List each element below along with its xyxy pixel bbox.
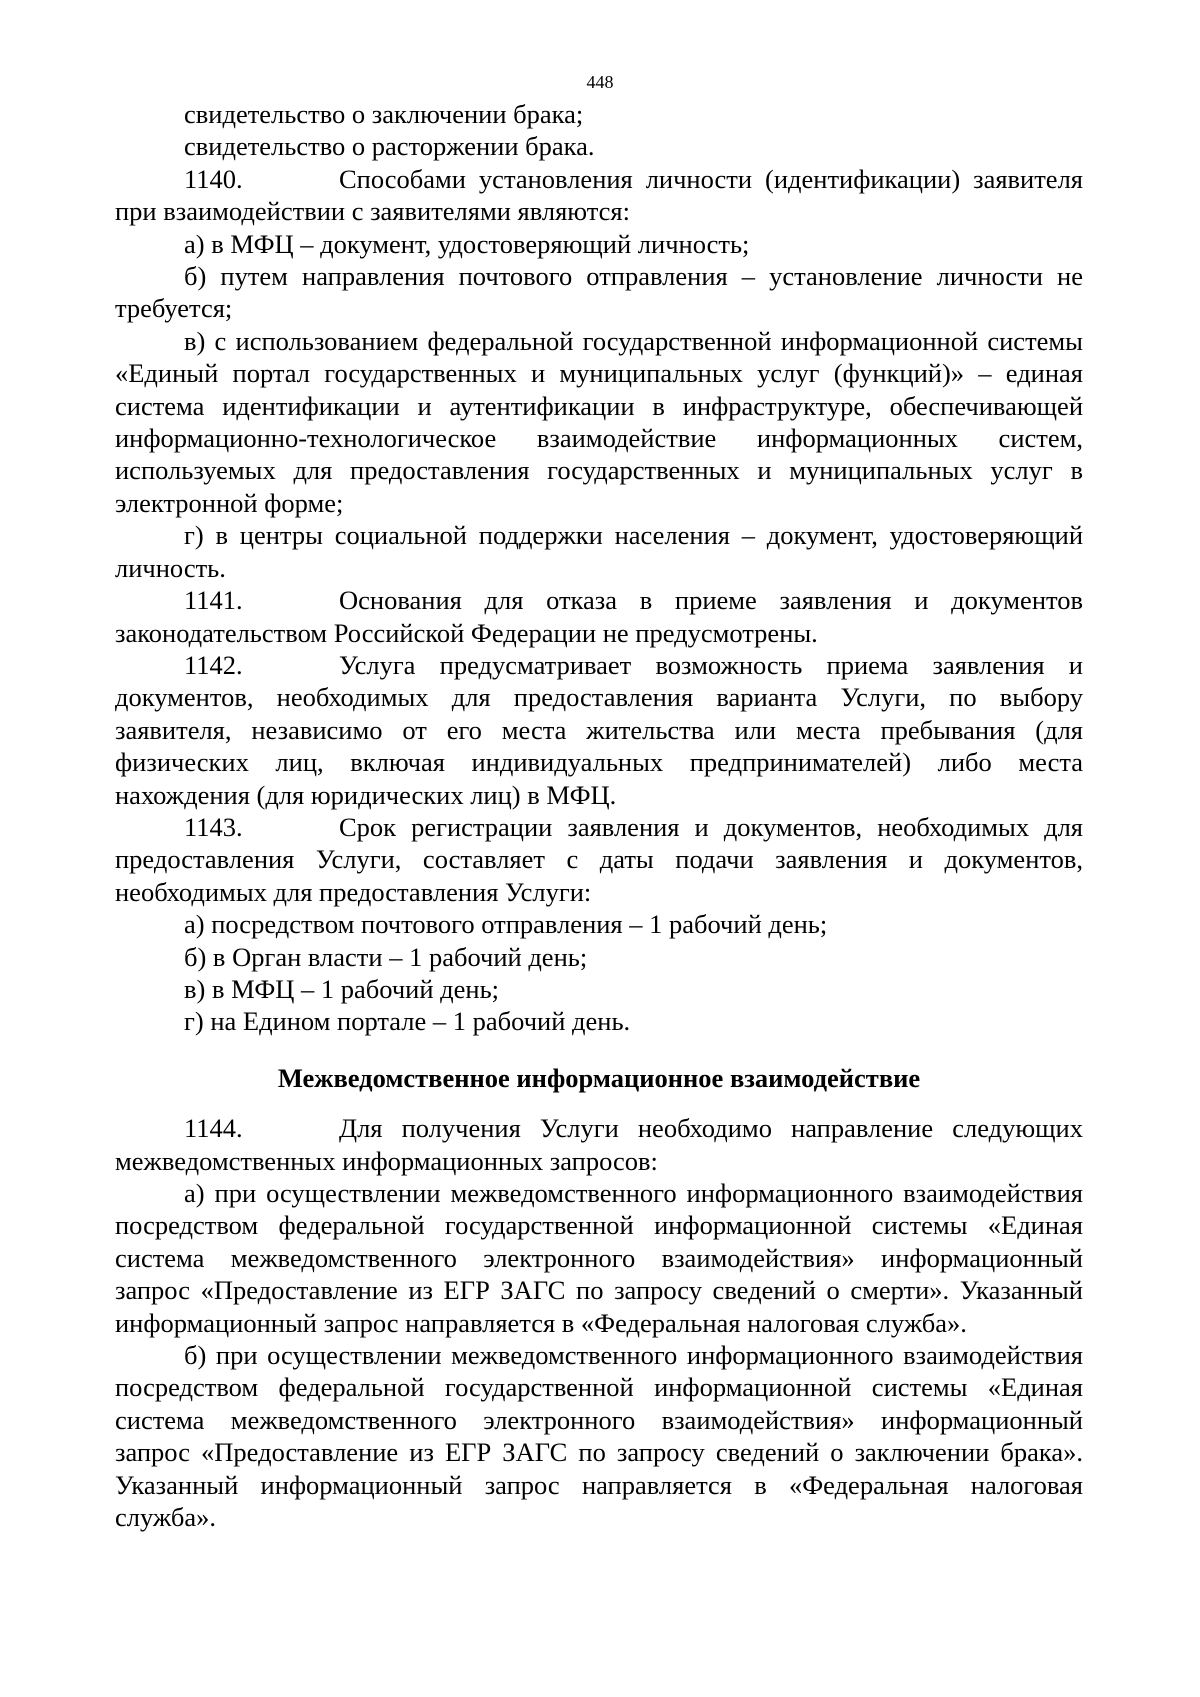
paragraph-text: Услуга предусматривает возможность приема заявления и документов, необходимых для предоставления варианта Услуги, по выбору заявителя, независимо от его места жительства или места пребывания (для физических лиц, включая индивидуальных предпринимателей) либо места нахождения (для юридических лиц) в МФЦ. [115,649,1083,810]
numbered-paragraph [115,811,1083,908]
numbered-paragraph [115,1112,1083,1177]
paragraph-text: свидетельство о заключении брака; [184,99,584,129]
paragraph [115,228,1083,260]
paragraph-number: 1142. [184,649,243,680]
paragraph-text: Срок регистрации заявления и документов, необходимых для предоставления Услуги, составляет с даты подачи заявления и документов, необходимых для предоставления Услуги: [115,811,1083,907]
paragraph [115,519,1083,584]
paragraph [115,973,1083,1005]
page-number: 448 [586,72,614,92]
paragraph-text: б) путем направления почтового отправления – установление личности не требуется; [115,261,1083,324]
paragraph-text: а) посредством почтового отправления – 1 рабочий день; [184,909,828,940]
paragraph-text: г) на Едином портале – 1 рабочий день. [184,1006,631,1037]
paragraphs-bottom [115,1112,1083,1533]
paragraph [115,98,1083,130]
document-body [115,98,1083,1533]
paragraph-text: б) в Орган власти – 1 рабочий день; [184,941,588,972]
paragraph [115,908,1083,940]
paragraph [115,1339,1083,1533]
paragraph-text: Основания для отказа в приеме заявления и документов законодательством Российской Федерации не предусмотрены. [115,585,1083,648]
paragraph [115,260,1083,325]
numbered-paragraph [115,584,1083,649]
paragraph-text: а) в МФЦ – документ, удостоверяющий личность; [184,228,750,259]
paragraph-text: б) при осуществлении межведомственного информационного взаимодействия посредством федеральной государственной информационной системы «Единая система межведомственного электронного взаимодействия» информационный запрос «Предоставление из ЕГР ЗАГС по запросу сведений о заключении брака». Указанный информационный запрос направляется в «Федеральная налоговая служба». [115,1340,1083,1533]
paragraph-text: в) с использованием федеральной государственной информационной системы «Единый портал государственных и муниципальных услуг (функций)» – единая система идентификации и аутентификации в инфраструктуре, обеспечивающей информационно-технологическое взаимодействие информационных систем, используемых для предоставления государственных и муниципальных услуг в электронной форме; [115,325,1083,518]
numbered-paragraph [115,163,1083,228]
paragraph [115,1177,1083,1339]
paragraph-text: Способами установления личности (идентификации) заявителя при взаимодействии с заявителями являются: [115,163,1083,227]
paragraph [115,130,1083,162]
paragraph-number: 1141. [184,585,243,616]
paragraph [115,325,1083,519]
paragraph-number: 1143. [184,811,243,842]
paragraph-text: г) в центры социальной поддержки населения – документ, удостоверяющий личность. [115,520,1083,583]
numbered-paragraph [115,649,1083,811]
paragraph [115,1005,1083,1037]
paragraph-text: свидетельство о расторжении брака. [184,131,595,162]
paragraphs-top [115,98,1083,1038]
paragraph-text: а) при осуществлении межведомственного информационного взаимодействия посредством федеральной государственной информационной системы «Единая система межведомственного электронного взаимодействия» информационный запрос «Предоставление из ЕГР ЗАГС по запросу сведений о смерти». Указанный информационный запрос направляется в «Федеральная налоговая служба». [115,1178,1083,1338]
section-heading: Межведомственное информационное взаимодействие [277,1062,921,1093]
paragraph [115,941,1083,973]
paragraph-number: 1144. [184,1113,243,1144]
paragraph-text: Для получения Услуги необходимо направление следующих межведомственных информационных запросов: [115,1113,1083,1176]
paragraph-text: в) в МФЦ – 1 рабочий день; [184,973,500,1004]
paragraph-number: 1140. [184,163,243,194]
